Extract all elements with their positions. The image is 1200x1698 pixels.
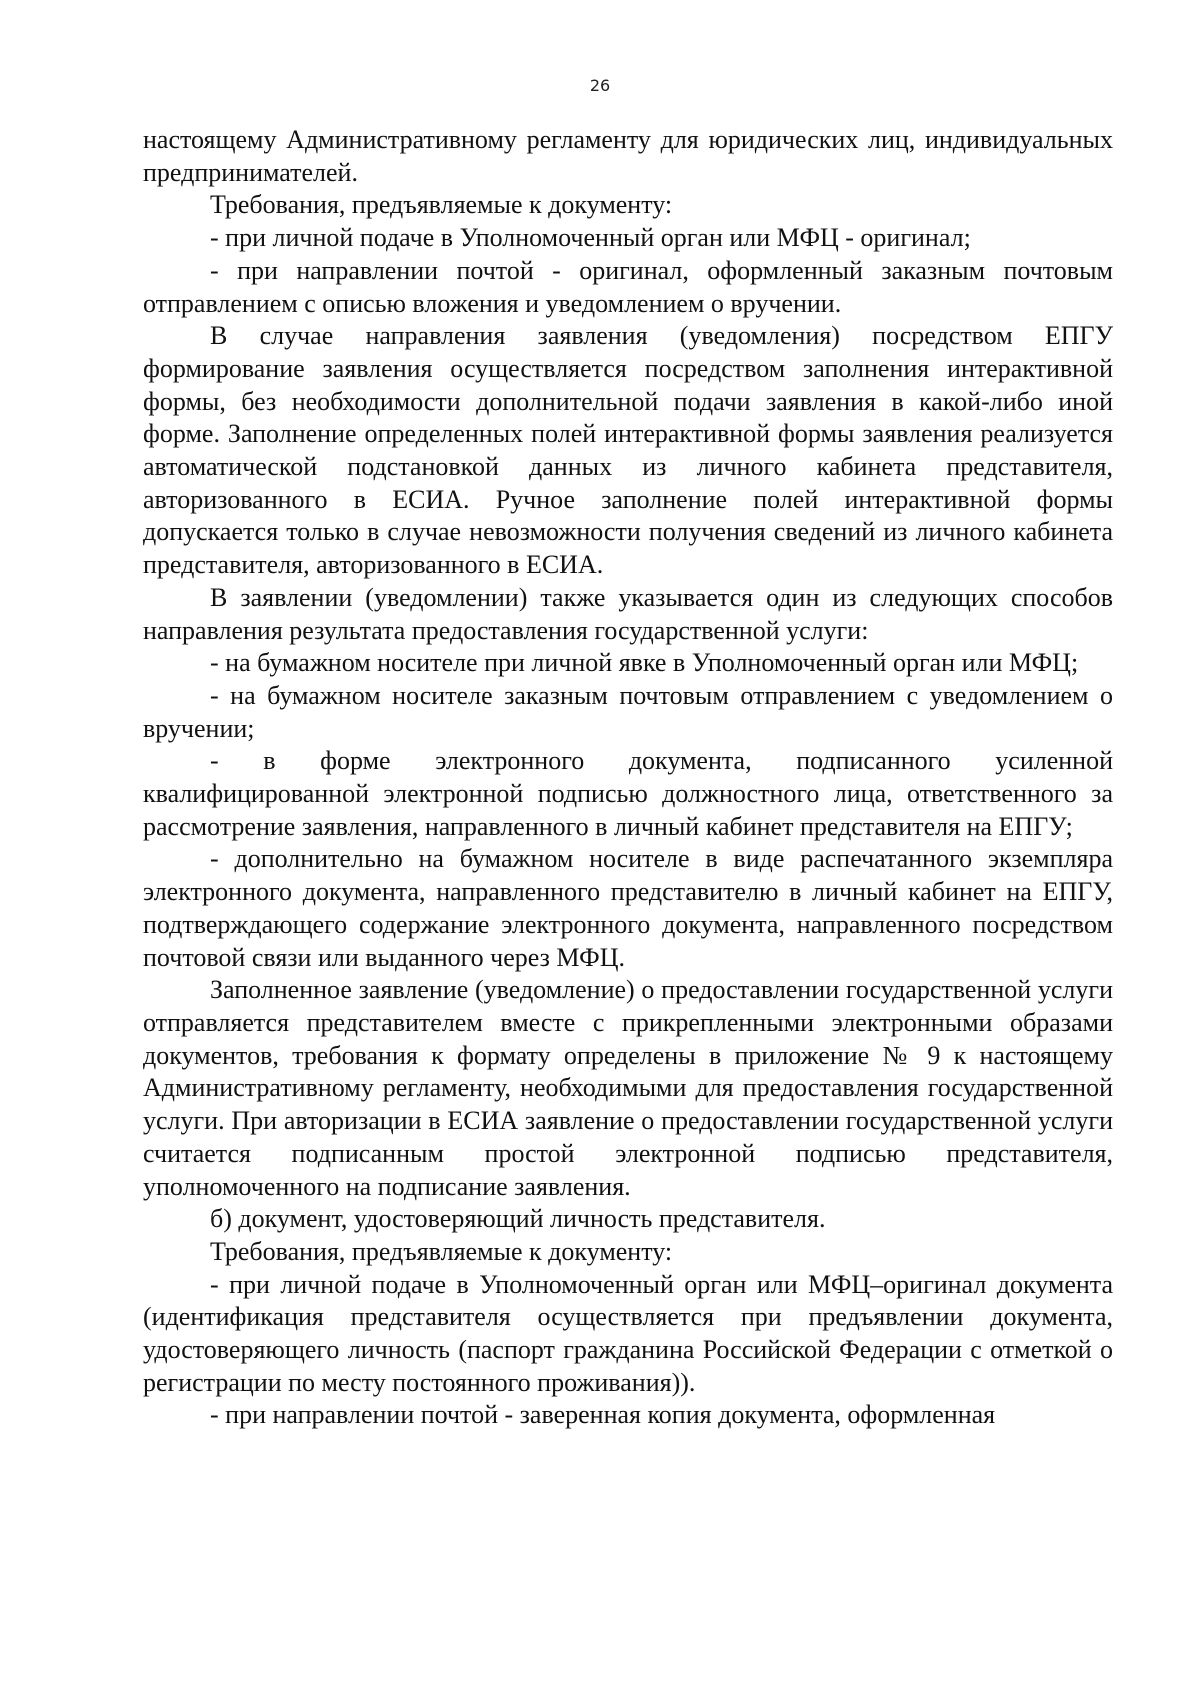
document-body bbox=[143, 124, 1113, 1432]
paragraph: - при личной подаче в Уполномоченный орган или МФЦ–оригинал документа (идентификация представителя осуществляется при предъявлении документа, удостоверяющего личность (паспорт гражданина Российской Федерации с отметкой о регистрации по месту постоянного проживания)). bbox=[143, 1269, 1113, 1397]
paragraph: В заявлении (уведомлении) также указывается один из следующих способов направления результата предоставления государственной услуги: bbox=[143, 582, 1113, 645]
paragraph: б) документ, удостоверяющий личность представителя. bbox=[210, 1204, 826, 1234]
paragraph: - в форме электронного документа, подписанного усиленной квалифицированной электронной подписью должностного лица, ответственного за рассмотрение заявления, направленного в личный кабинет представителя на ЕПГУ; bbox=[143, 746, 1113, 841]
paragraph: - при направлении почтой - заверенная копия документа, оформленная bbox=[210, 1400, 996, 1430]
paragraph: - при личной подаче в Уполномоченный орган или МФЦ - оригинал; bbox=[210, 223, 971, 253]
paragraph: Требования, предъявляемые к документу: bbox=[210, 1236, 673, 1266]
paragraph: - на бумажном носителе при личной явке в Уполномоченный орган или МФЦ; bbox=[210, 648, 1079, 678]
paragraph: - дополнительно на бумажном носителе в виде распечатанного экземпляра электронного документа, направленного представителю в личный кабинет на ЕПГУ, подтверждающего содержание электронного документа, направленного посредством почтовой связи или выданного через МФЦ. bbox=[143, 844, 1113, 972]
paragraph: - на бумажном носителе заказным почтовым отправлением с уведомлением о вручении; bbox=[143, 680, 1113, 743]
paragraph: Заполненное заявление (уведомление) о предоставлении государственной услуги отправляется представителем вместе с прикрепленными электронными образами документов, требования к формату определены в приложение № 9 к настоящему Административному регламенту, необходимыми для предоставления государственной услуги. При авторизации в ЕСИА заявление о предоставлении государственной услуги считается подписанным простой электронной подписью представителя, уполномоченного на подписание заявления. bbox=[143, 975, 1113, 1201]
paragraph: Требования, предъявляемые к документу: bbox=[210, 190, 673, 220]
paragraph: В случае направления заявления (уведомления) посредством ЕПГУ формирование заявления осуществляется посредством заполнения интерактивной формы, без необходимости дополнительной подачи заявления в какой-либо иной форме. Заполнение определенных полей интерактивной формы заявления реализуется автоматической подстановкой данных из личного кабинета представителя, авторизованного в ЕСИА. Ручное заполнение полей интерактивной формы допускается только в случае невозможности получения сведений из личного кабинета представителя, авторизованного в ЕСИА. bbox=[143, 321, 1113, 580]
paragraph: - при направлении почтой - оригинал, оформленный заказным почтовым отправлением с описью вложения и уведомлением о вручении. bbox=[143, 255, 1113, 318]
paragraph: настоящему Административному регламенту для юридических лиц, индивидуальных предпринимателей. bbox=[143, 125, 1113, 187]
page-number: 26 bbox=[589, 76, 611, 95]
